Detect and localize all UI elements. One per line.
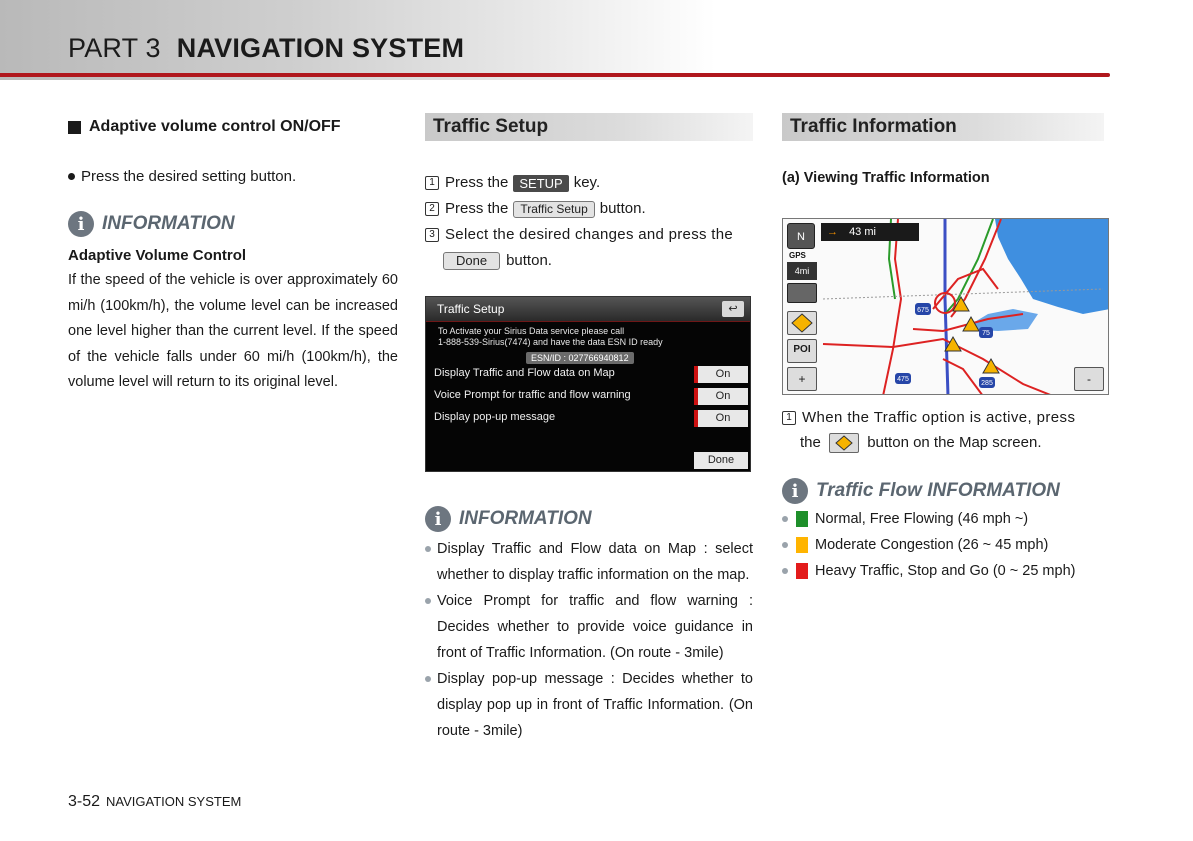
- header-rule: [0, 73, 1110, 77]
- compass-button[interactable]: N: [787, 223, 815, 249]
- flow-label: Normal, Free Flowing (46 mph ~): [815, 511, 1029, 527]
- screen-title: Traffic Setup: [437, 302, 505, 316]
- traffic-setup-steps: [425, 170, 753, 274]
- footer-label: NAVIGATION SYSTEM: [106, 794, 242, 809]
- note-line: To Activate your Sirius Data service please call: [438, 326, 625, 336]
- info-header: [425, 506, 753, 532]
- traffic-icon: [788, 312, 816, 334]
- note-line: 1-888-539-Sirius(7474) and have the data ESN ID ready: [438, 337, 663, 347]
- caption-line: [782, 430, 1110, 455]
- heading-text: Adaptive volume control ON/OFF: [89, 118, 341, 135]
- traffic-map-screen: [782, 218, 1109, 395]
- traffic-button-icon: [829, 433, 859, 453]
- turn-arrow-icon: →: [827, 226, 838, 238]
- step-text: Press the: [445, 174, 509, 191]
- traffic-button[interactable]: [787, 311, 817, 335]
- mic-button[interactable]: [787, 283, 817, 303]
- road-heavy: [823, 339, 1053, 395]
- page-footer: [68, 793, 241, 811]
- road-shield-label: 75: [982, 330, 990, 337]
- step-text: Press the: [445, 200, 509, 217]
- step-text: key.: [573, 174, 601, 191]
- info-item: Display Traffic and Flow data on Map : select whether to display traffic information on the map.: [425, 536, 753, 588]
- info-paragraph: If the speed of the vehicle is over approximately 60 mi/h (100km/h), the volume level can be increased one level higher than the current level. If the speed of the vehicle falls under 60 mi/h (100km/h), the volume level will return to its original level.: [68, 272, 398, 390]
- step-text: button.: [506, 252, 552, 269]
- flow-label: Moderate Congestion (26 ~ 45 mph): [815, 537, 1049, 553]
- step-1: [425, 170, 753, 196]
- info-header: [68, 211, 398, 237]
- bullet-icon: [782, 568, 788, 574]
- page-header: [0, 0, 1193, 80]
- esn-id: ESN/ID : 027766940812: [526, 352, 634, 364]
- page-number: 3-52: [68, 793, 101, 810]
- info-title: INFORMATION: [459, 508, 592, 529]
- traffic-flow-info: [782, 478, 1110, 584]
- poi-button[interactable]: POI: [787, 339, 817, 363]
- bullet-icon: [782, 516, 788, 522]
- screen-title-bar: [426, 297, 750, 322]
- zoom-out-button[interactable]: -: [1074, 367, 1104, 391]
- flow-label: Heavy Traffic, Stop and Go (0 ~ 25 mph): [815, 563, 1076, 579]
- lake-area: [995, 219, 1109, 314]
- step-3: [425, 222, 753, 248]
- info-item: Voice Prompt for traffic and flow warning : Decides whether to provide voice guidance in front of Traffic Information. (On route - 3mile): [425, 588, 753, 666]
- road-heavy: [883, 219, 901, 395]
- flow-item-normal: [782, 506, 1110, 532]
- back-button[interactable]: ↩: [722, 301, 744, 317]
- next-turn-panel: [821, 223, 919, 241]
- traffic-setup-button-label: Traffic Setup: [513, 201, 594, 218]
- road-shield-label: 475: [897, 376, 909, 383]
- section-title: NAVIGATION SYSTEM: [176, 33, 465, 63]
- instruction-line: [68, 168, 398, 185]
- setup-key: SETUP: [513, 175, 568, 192]
- road-heavy: [933, 269, 998, 309]
- yellow-swatch: [796, 537, 808, 553]
- display-traffic-toggle[interactable]: On: [694, 366, 748, 383]
- caption-text: button on the Map screen.: [867, 434, 1042, 451]
- step-2: [425, 196, 753, 222]
- info-icon: i: [68, 211, 94, 237]
- red-swatch: [796, 563, 808, 579]
- traffic-setup-header: Traffic Setup: [425, 113, 753, 141]
- road-normal: [945, 219, 993, 314]
- traffic-information-header: Traffic Information: [782, 113, 1104, 141]
- caption-line: [782, 405, 1110, 430]
- traffic-setup-screen: [425, 296, 751, 472]
- bullet-icon: [782, 542, 788, 548]
- step-number: 3: [425, 228, 439, 242]
- distance-readout: 43 mi: [849, 226, 876, 238]
- step-text: Select the desired changes and press the: [445, 226, 734, 243]
- caption-text: the: [800, 434, 821, 451]
- step-number: 2: [425, 202, 439, 216]
- square-bullet-icon: [68, 121, 81, 134]
- header-title: [68, 33, 464, 64]
- caption-text: When the Traffic option is active, press: [802, 409, 1076, 426]
- display-traffic-label: Display Traffic and Flow data on Map: [434, 367, 615, 379]
- info-item: Display pop-up message : Decides whether to display pop up in front of Traffic Information. (On route - 3mile): [425, 666, 753, 744]
- voice-prompt-toggle[interactable]: On: [694, 388, 748, 405]
- traffic-info-column: [782, 170, 1110, 186]
- scale-indicator: 4mi: [787, 262, 817, 280]
- adaptive-volume-heading: [68, 118, 398, 136]
- road-shield-label: 675: [917, 307, 929, 314]
- info-title: Traffic Flow INFORMATION: [816, 480, 1060, 501]
- gps-indicator: GPS: [789, 251, 806, 260]
- bullet-icon: [68, 173, 75, 180]
- zoom-in-button[interactable]: +: [787, 367, 817, 391]
- activation-note: [438, 326, 663, 348]
- column-adaptive-volume: [68, 118, 398, 396]
- step-3-cont: [425, 248, 753, 274]
- step-number: 1: [425, 176, 439, 190]
- info-header: [782, 478, 1110, 504]
- flow-item-moderate: [782, 532, 1110, 558]
- popup-message-toggle[interactable]: On: [694, 410, 748, 427]
- green-swatch: [796, 511, 808, 527]
- map-graphic: [783, 219, 1109, 395]
- part-label: PART 3: [68, 33, 161, 63]
- flow-item-heavy: [782, 558, 1110, 584]
- traffic-setup-info: [425, 506, 753, 744]
- done-button-label: Done: [443, 252, 500, 270]
- info-icon: i: [425, 506, 451, 532]
- map-caption: [782, 405, 1110, 455]
- screen-done-button[interactable]: Done: [694, 452, 748, 469]
- road-shield-label: 285: [981, 380, 993, 387]
- step-text: button.: [599, 200, 646, 217]
- info-title: INFORMATION: [102, 213, 235, 234]
- voice-prompt-label: Voice Prompt for traffic and flow warning: [434, 389, 631, 401]
- info-subtitle: Adaptive Volume Control: [68, 247, 247, 264]
- info-icon: i: [782, 478, 808, 504]
- viewing-traffic-heading: (a) Viewing Traffic Information: [782, 170, 990, 186]
- step-number: 1: [782, 411, 796, 425]
- instruction-text: Press the desired setting button.: [81, 168, 297, 185]
- route-line: [945, 219, 948, 395]
- popup-message-label: Display pop-up message: [434, 411, 556, 423]
